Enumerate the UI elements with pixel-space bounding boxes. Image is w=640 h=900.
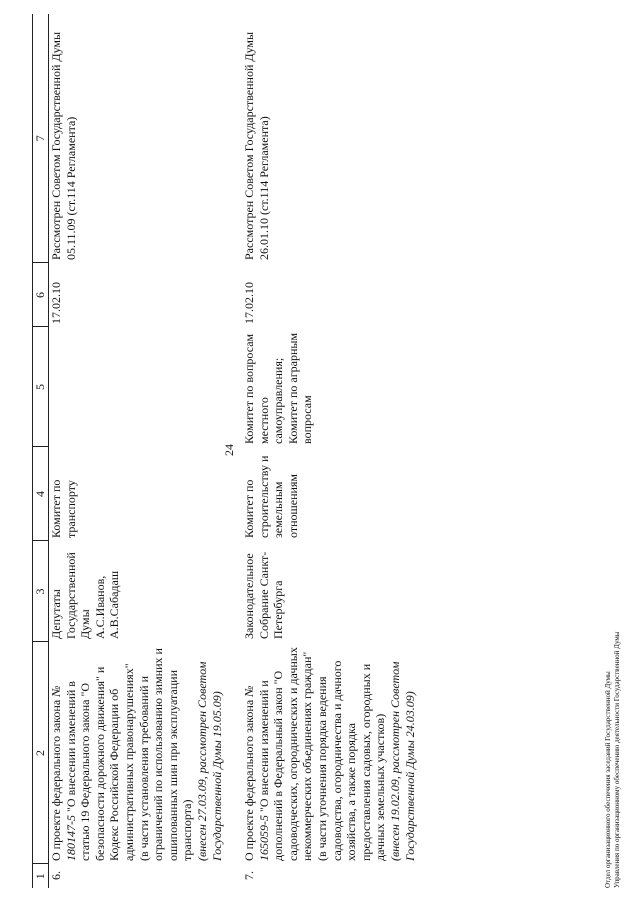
bill-number: № 180147-5 [49,685,78,861]
row-number: 7. [242,871,256,880]
column-header: 5 [33,327,49,447]
bill-number: № 165059-5 [242,685,271,861]
bill-intro-note: (внесен 27.03.09, рассмотрен Советом Государственной Думы 19.05.09) [194,661,224,861]
page-footer [604,632,621,888]
bill-description-cell [49,642,243,864]
initiator-cell: Депутаты Государственной Думы А.С.Иванов, А.В.Сабадаш [49,552,122,639]
bill-subject: "О внесении изменений и дополнений в Федеральный закон "О садоводческих, огороднических и дачных некоммерческих объединениях граждан" [256,647,315,861]
bill-clarification: (в части установления требований и ограничений по использованию зимних и ошипованных шин при эксплуатации транспорта) [136,648,195,861]
date-cell: 17.02.10 [242,282,256,324]
bill-title: О проекте федерального закона [242,696,256,861]
status-cell: Рассмотрен Советом Государственной Думы 26.01.10 (ст.114 Регламента) [242,31,271,260]
row-number: 6. [49,871,63,880]
column-header: 6 [33,263,49,327]
co-committees-cell [49,327,243,447]
status-cell: Рассмотрен Советом Государственной Думы 05.11.09 (ст.114 Регламента) [49,31,78,260]
table-header-row [33,14,49,888]
column-header: 7 [33,14,49,263]
bill-clarification: (в части уточнения порядка ведения садоводства, огородничества и дачного хозяйства, а также порядка предоставления садовых, огородных и дачных земельных участков) [314,660,388,861]
initiator-cell: Законодательное Собрание Санкт-Петербурга [242,551,286,639]
committee-cell: Комитет по строительству и земельным отношениям [242,455,300,538]
table-row [49,14,243,888]
column-header: 1 [33,864,49,888]
footer-line: Отдел организационного обеспечения заседаний Государственной Думы [604,671,612,888]
column-header: 2 [33,642,49,864]
date-cell: 17.02.10 [49,282,63,324]
page-number: 24 [222,444,236,456]
bill-subject: "О внесении изменений в статью 19 Федерального закона "О безопасности дорожного движения" и Кодекс Российской Федерации об административных правонарушениях" [63,663,136,861]
bills-table [32,14,435,888]
table-row [242,14,435,888]
committee-cell: Комитет по транспорту [49,479,78,538]
column-header: 3 [33,541,49,642]
bill-intro-note: (внесен 19.02.09, рассмотрен Советом Государственной Думы 24.03.09) [387,661,417,861]
footer-line: Управления по организационному обеспечению деятельности Государственной Думы [612,631,621,888]
co-committees-cell: Комитет по вопросам местного самоуправления; Комитет по аграрным вопросам [242,332,315,444]
column-header: 4 [33,447,49,541]
bill-title: О проекте федерального закона [49,696,63,861]
bill-description-cell [242,642,435,864]
